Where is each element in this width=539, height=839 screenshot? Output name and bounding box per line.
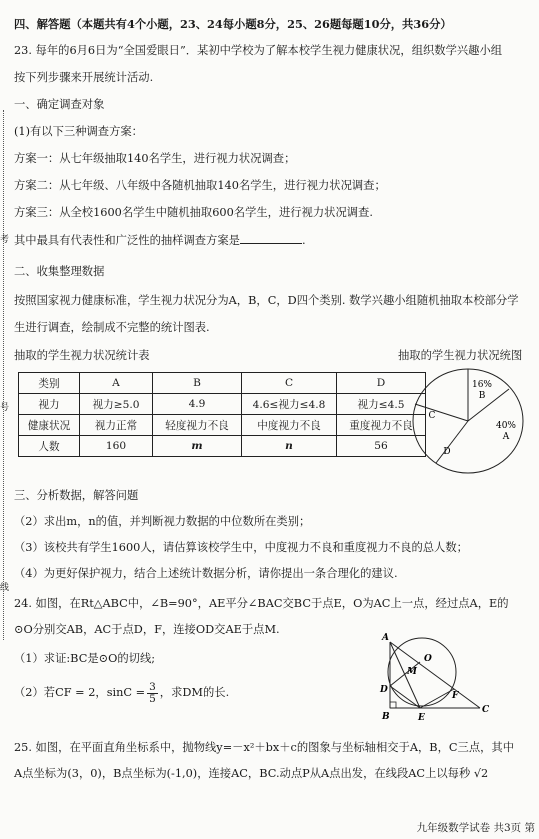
q23-line2: 按下列步骤来开展统计活动.	[14, 71, 154, 84]
table-cell: 健康状况	[19, 415, 80, 436]
table-cell: 视力≥5.0	[80, 394, 153, 415]
q23-line1: 23. 每年的6月6日为“全国爱眼日”．某初中学校为了解本校学生视力健康状况，组织数学兴趣小组	[14, 44, 503, 57]
point-label: O	[424, 654, 432, 664]
point-label: B	[382, 712, 390, 722]
pie-label-a-pct: 40%	[495, 421, 517, 431]
table-cell: 视力正常	[80, 415, 153, 436]
segment-ef	[420, 689, 454, 708]
q25-line1: 25. 如图，在平面直角坐标系中，抛物线y=－x²＋bx＋c的图象与坐标轴相交于A，B，C三点，其中	[14, 741, 515, 754]
pie-title: 抽取的学生视力状况统图	[398, 349, 523, 362]
q23-step1-intro: (1)有以下三种调查方案：	[14, 125, 143, 138]
q23-plan2: 方案二：从七年级、八年级中各随机抽取140名学生，进行视力状况调查；	[14, 179, 386, 192]
table-cell: 视力	[19, 394, 80, 415]
q23-step2-text2: 生进行调查，绘制成不完整的统计图表.	[14, 321, 210, 334]
q25-line2: A点坐标为(3，0)，B点坐标为(-1,0)，连接AC，BC.动点P从A点出发，在线段AC上以每秒 √2	[14, 767, 489, 780]
table-cell: 重度视力不良	[337, 415, 426, 436]
answer-blank	[240, 232, 302, 244]
q24-part1: （1）求证:BC是⊙O的切线;	[14, 652, 156, 665]
q23-sub3: （3）该校共有学生1600人，请估算该校学生中，中度视力不良和重度视力不良的总人数；	[14, 541, 468, 554]
table-row	[19, 394, 426, 415]
q24-part2	[14, 680, 229, 706]
pie-label-b: B	[478, 391, 486, 401]
table-cell: A	[80, 373, 153, 394]
pie-divider	[415, 404, 468, 421]
pie-label-b-pct: 16%	[471, 380, 493, 390]
point-label: E	[418, 713, 425, 723]
table-cell: D	[337, 373, 426, 394]
q23-step2-title: 二、收集整理数据	[14, 265, 105, 278]
pie-label-a: A	[502, 432, 510, 442]
q23-sub4: （4）为更好保护视力，结合上述统计数据分析，请你提出一条合理化的建议.	[14, 567, 398, 580]
q23-step3-title: 三、分析数据，解答问题	[14, 489, 139, 502]
table-cell: m	[153, 436, 242, 457]
pie-label-c: C	[428, 411, 436, 421]
table-row	[19, 373, 426, 394]
q23-plan1: 方案一：从七年级抽取140名学生，进行视力状况调查；	[14, 152, 296, 165]
q23-sub2: （2）求出m，n的值，并判断视力数据的中位数所在类别；	[14, 515, 311, 528]
table-cell: C	[242, 373, 337, 394]
q23-question	[14, 232, 306, 248]
table-cell: 中度视力不良	[242, 415, 337, 436]
vision-pie-chart	[410, 366, 528, 476]
point-label: A	[382, 633, 389, 643]
binding-dotted-line	[3, 110, 4, 640]
table-cell: 人数	[19, 436, 80, 457]
right-angle-mark	[390, 702, 396, 708]
vision-stat-table	[18, 372, 426, 457]
table-cell: 视力≤4.5	[337, 394, 426, 415]
page-footer: 九年级数学试卷 共3页 第	[416, 822, 535, 834]
binding-edge-char: 考	[0, 235, 10, 245]
point-label: C	[482, 705, 490, 715]
table-row	[19, 436, 426, 457]
q23-question-end: .	[301, 234, 306, 247]
point-label: M	[407, 667, 417, 677]
table-cell: 轻度视力不良	[153, 415, 242, 436]
table-cell: 4.6≤视力≤4.8	[242, 394, 337, 415]
fraction	[147, 682, 158, 705]
table-cell: n	[242, 436, 337, 457]
fraction-denominator: 5	[149, 692, 156, 705]
binding-edge-char: 号	[0, 403, 10, 413]
q23-plan3: 方案三：从全校1600名学生中随机抽取600名学生，进行视力状况调查.	[14, 206, 373, 219]
geometry-figure	[372, 628, 512, 724]
q23-step1-title: 一、确定调查对象	[14, 98, 105, 111]
q24-part2-end: ，求DM的长.	[159, 686, 230, 699]
table-row	[19, 415, 426, 436]
point-label: D	[380, 685, 388, 695]
fraction-numerator: 3	[149, 680, 156, 693]
table-cell: B	[153, 373, 242, 394]
table-cell: 4.9	[153, 394, 242, 415]
section-header: 四、解答题（本题共有4个小题，23、24每小题8分，25、26题每题10分，共36分）	[14, 17, 452, 31]
q24-line1: 24. 如图，在Rt△ABC中，∠B=90°，AE平分∠BAC交BC于点E，O为AC上一点，经过点A，E的	[14, 597, 509, 610]
table-cell: 类别	[19, 373, 80, 394]
binding-edge-char: 线	[0, 583, 10, 593]
table-cell: 56	[337, 436, 426, 457]
table-cell: 160	[80, 436, 153, 457]
q23-question-text: 其中最具有代表性和广泛性的抽样调查方案是	[14, 234, 240, 247]
table-title: 抽取的学生视力状况统计表	[14, 349, 150, 362]
q23-step2-text1: 按照国家视力健康标准，学生视力状况分为A，B，C，D四个类别. 数学兴趣小组随机抽取本校部分学	[14, 294, 519, 307]
point-label: F	[452, 691, 459, 701]
pie-divider	[468, 389, 509, 421]
q24-line2: ⊙O分别交AB，AC于点D，F，连接OD交AE于点M.	[14, 623, 280, 636]
pie-divider	[436, 421, 468, 463]
q24-part2-text: （2）若CF = 2，sinC =	[14, 686, 146, 699]
pie-label-d: D	[443, 447, 451, 457]
